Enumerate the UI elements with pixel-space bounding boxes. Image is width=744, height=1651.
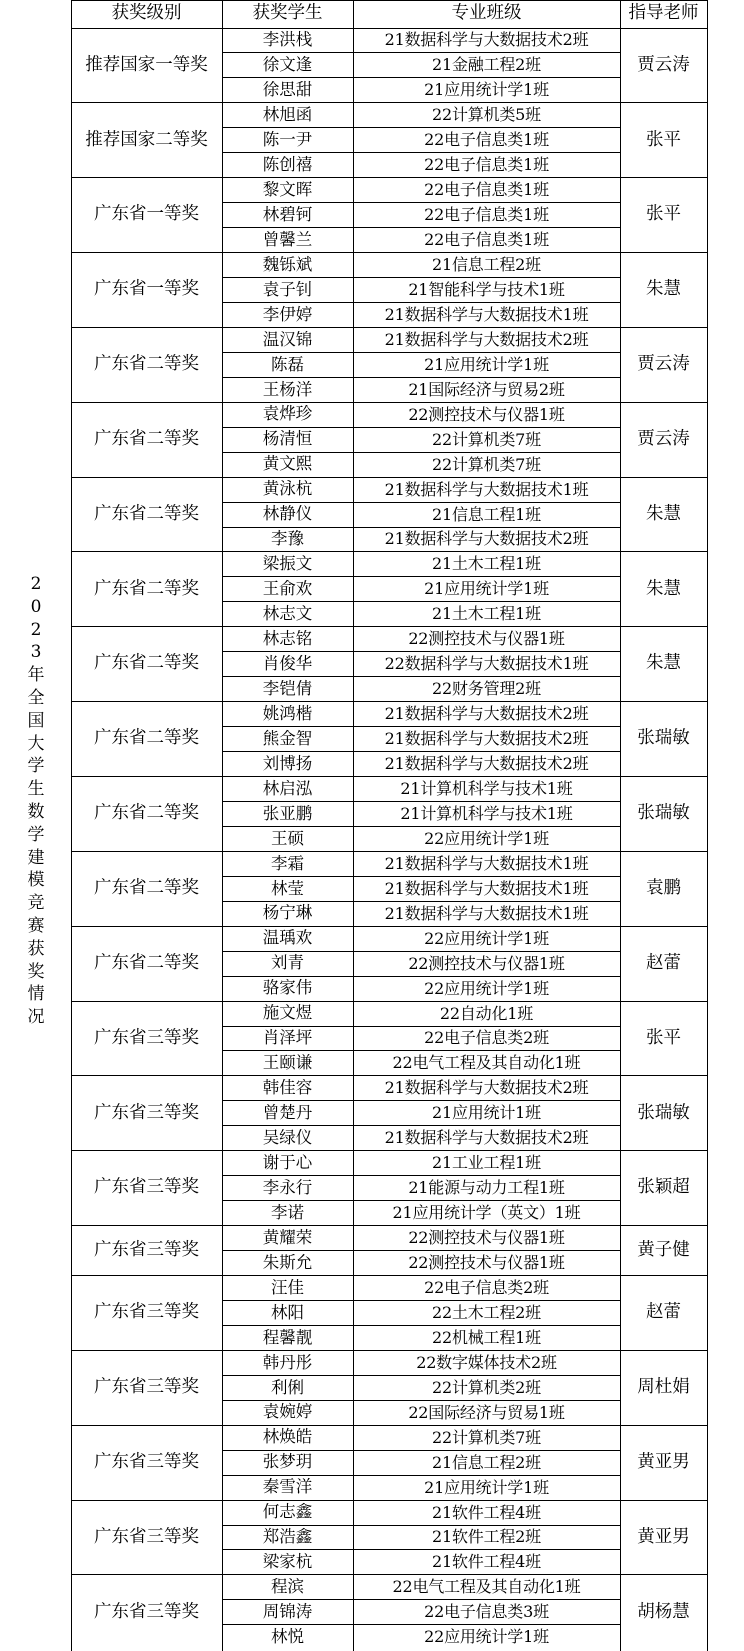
grid-line-h xyxy=(71,1225,707,1226)
student-class: 22测控技术与仪器1班 xyxy=(408,1253,565,1273)
side-title-char: 学 xyxy=(27,824,45,845)
student-class: 22测控技术与仪器1班 xyxy=(408,404,565,424)
student-name: 秦雪洋 xyxy=(262,1477,313,1497)
student-class: 21应用统计学1班 xyxy=(424,354,549,374)
student-class: 22计算机类2班 xyxy=(432,1377,541,1397)
student-class: 22电子信息类1班 xyxy=(424,230,549,250)
student-name: 熊金智 xyxy=(262,728,313,748)
award-level: 广东省二等奖 xyxy=(94,803,199,824)
student-name: 吴绿仪 xyxy=(262,1128,313,1148)
side-title-char: 况 xyxy=(27,1007,45,1028)
student-class: 22应用统计学1班 xyxy=(424,828,549,848)
student-name: 陈磊 xyxy=(271,354,304,374)
student-name: 陈一尹 xyxy=(262,130,313,150)
student-class: 21数据科学与大数据技术1班 xyxy=(384,878,589,898)
student-class: 21应用统计学1班 xyxy=(424,579,549,599)
student-class: 22计算机类5班 xyxy=(432,105,541,125)
award-level: 广东省三等奖 xyxy=(94,1601,199,1622)
student-name: 林碧钶 xyxy=(262,204,313,224)
award-level: 广东省三等奖 xyxy=(94,1102,199,1123)
student-name: 温瑀欢 xyxy=(262,928,313,948)
student-name: 施文煜 xyxy=(262,1003,313,1023)
teacher-name: 朱慧 xyxy=(646,503,681,524)
side-title-char: 数 xyxy=(27,801,45,822)
teacher-name: 张颖超 xyxy=(637,1177,690,1198)
side-title-char: 3 xyxy=(30,642,42,663)
student-class: 22土木工程2班 xyxy=(432,1302,541,1322)
student-name: 王颐谦 xyxy=(262,1053,313,1073)
award-level: 广东省三等奖 xyxy=(94,1177,199,1198)
teacher-name: 贾云涛 xyxy=(637,54,690,75)
student-class: 22电子信息类1班 xyxy=(424,180,549,200)
student-name: 黎文晖 xyxy=(262,179,313,199)
grid-line-h xyxy=(71,551,707,552)
side-title-char: 年 xyxy=(27,665,45,686)
student-name: 陈创禧 xyxy=(262,154,313,174)
student-class: 21应用统计学1班 xyxy=(424,1477,549,1497)
teacher-name: 朱慧 xyxy=(646,279,681,300)
student-name: 王硕 xyxy=(271,828,304,848)
grid-line-h xyxy=(71,1350,707,1351)
grid-line-h xyxy=(71,1275,707,1276)
side-title-char: 学 xyxy=(27,756,45,777)
student-name: 骆家伟 xyxy=(262,978,313,998)
header-student: 获奖学生 xyxy=(252,3,323,24)
header-teacher: 指导老师 xyxy=(628,3,699,24)
grid-line-v xyxy=(620,0,621,1651)
student-class: 21数据科学与大数据技术1班 xyxy=(384,479,589,499)
student-class: 21软件工程2班 xyxy=(432,1527,541,1547)
grid-line-h xyxy=(71,626,707,627)
student-class: 22应用统计学1班 xyxy=(424,1627,549,1647)
student-class: 22数字媒体技术2班 xyxy=(416,1352,557,1372)
award-level: 广东省一等奖 xyxy=(94,279,199,300)
teacher-name: 贾云涛 xyxy=(637,354,690,375)
student-name: 梁振文 xyxy=(262,554,313,574)
student-name: 黄文熙 xyxy=(262,454,313,474)
student-class: 22国际经济与贸易1班 xyxy=(408,1402,565,1422)
student-class: 21数据科学与大数据技术2班 xyxy=(384,704,589,724)
student-name: 李豫 xyxy=(271,529,304,549)
side-title-char: 大 xyxy=(27,733,45,754)
award-level: 推荐国家一等奖 xyxy=(85,54,208,75)
student-class: 21工业工程1班 xyxy=(432,1153,541,1173)
award-level: 广东省三等奖 xyxy=(94,1239,199,1260)
student-name: 李霜 xyxy=(271,853,304,873)
student-name: 何志鑫 xyxy=(262,1502,313,1522)
student-name: 汪佳 xyxy=(271,1277,304,1297)
grid-line-v xyxy=(71,0,72,1651)
student-class: 22电子信息类1班 xyxy=(424,155,549,175)
student-class: 21信息工程2班 xyxy=(432,255,541,275)
award-level: 广东省三等奖 xyxy=(94,1302,199,1323)
student-name: 杨清恒 xyxy=(262,429,313,449)
student-name: 温汉锦 xyxy=(262,329,313,349)
student-class: 21数据科学与大数据技术2班 xyxy=(384,729,589,749)
student-class: 22测控技术与仪器1班 xyxy=(408,953,565,973)
student-name: 梁家杭 xyxy=(262,1552,313,1572)
student-class: 22电气工程及其自动化1班 xyxy=(392,1577,581,1597)
teacher-name: 赵蕾 xyxy=(646,952,681,973)
teacher-name: 周杜娟 xyxy=(637,1377,690,1398)
student-class: 22应用统计学1班 xyxy=(424,978,549,998)
student-name: 林焕皓 xyxy=(262,1427,313,1447)
teacher-name: 张瑞敏 xyxy=(637,803,690,824)
student-name: 林志文 xyxy=(262,604,313,624)
student-class: 21应用统计学（英文）1班 xyxy=(392,1203,581,1223)
student-class: 22计算机类7班 xyxy=(432,429,541,449)
award-level: 广东省三等奖 xyxy=(94,1526,199,1547)
student-class: 22自动化1班 xyxy=(439,1003,534,1023)
award-level: 广东省三等奖 xyxy=(94,1451,199,1472)
teacher-name: 赵蕾 xyxy=(646,1302,681,1323)
student-name: 李伊婷 xyxy=(262,304,313,324)
teacher-name: 张平 xyxy=(646,1027,681,1048)
side-title-char: 生 xyxy=(27,779,45,800)
student-name: 王俞欢 xyxy=(262,579,313,599)
student-name: 李洪栈 xyxy=(262,30,313,50)
side-title-char: 赛 xyxy=(27,915,45,936)
student-class: 21数据科学与大数据技术2班 xyxy=(384,529,589,549)
student-class: 21数据科学与大数据技术2班 xyxy=(384,30,589,50)
student-name: 徐文逢 xyxy=(262,55,313,75)
student-name: 张亚鹏 xyxy=(262,803,313,823)
student-name: 刘博扬 xyxy=(262,753,313,773)
side-title-char: 2 xyxy=(30,619,42,640)
student-class: 21数据科学与大数据技术1班 xyxy=(384,853,589,873)
student-name: 程馨靓 xyxy=(262,1327,313,1347)
student-class: 22测控技术与仪器1班 xyxy=(408,1228,565,1248)
student-class: 21信息工程2班 xyxy=(432,1452,541,1472)
teacher-name: 朱慧 xyxy=(646,578,681,599)
student-name: 黄泳杭 xyxy=(262,479,313,499)
grid-line-h xyxy=(71,327,707,328)
teacher-name: 胡杨慧 xyxy=(637,1601,690,1622)
grid-line-h xyxy=(71,402,707,403)
grid-line-h xyxy=(71,477,707,478)
teacher-name: 黄亚男 xyxy=(637,1451,690,1472)
grid-line-h xyxy=(71,851,707,852)
student-class: 22计算机类7班 xyxy=(432,1427,541,1447)
student-name: 朱斯允 xyxy=(262,1252,313,1272)
grid-line-v xyxy=(222,0,223,1651)
side-title-char: 竞 xyxy=(27,893,45,914)
award-level: 广东省一等奖 xyxy=(94,204,199,225)
teacher-name: 黄子健 xyxy=(637,1239,690,1260)
side-title-char: 国 xyxy=(27,710,45,731)
teacher-name: 朱慧 xyxy=(646,653,681,674)
side-title-char: 情 xyxy=(27,984,45,1005)
student-name: 林启泓 xyxy=(262,778,313,798)
student-class: 21国际经济与贸易2班 xyxy=(408,379,565,399)
student-name: 周锦涛 xyxy=(262,1602,313,1622)
grid-line-h xyxy=(71,1500,707,1501)
teacher-name: 张瑞敏 xyxy=(637,728,690,749)
student-class: 21数据科学与大数据技术2班 xyxy=(384,1128,589,1148)
student-name: 姚鸿楷 xyxy=(262,703,313,723)
side-title-char: 0 xyxy=(30,596,42,617)
grid-line-h xyxy=(71,926,707,927)
student-name: 王杨洋 xyxy=(262,379,313,399)
teacher-name: 张瑞敏 xyxy=(637,1102,690,1123)
award-level: 广东省二等奖 xyxy=(94,503,199,524)
award-level: 广东省三等奖 xyxy=(94,1027,199,1048)
side-title-char: 建 xyxy=(27,847,45,868)
grid-line-h xyxy=(71,776,707,777)
grid-line-h xyxy=(71,28,707,29)
student-name: 林莹 xyxy=(271,878,304,898)
student-name: 李诺 xyxy=(271,1202,304,1222)
student-class: 22电子信息类2班 xyxy=(424,1277,549,1297)
student-name: 谢于心 xyxy=(262,1152,313,1172)
student-name: 利俐 xyxy=(271,1377,304,1397)
student-class: 21数据科学与大数据技术2班 xyxy=(384,329,589,349)
student-class: 22电子信息类1班 xyxy=(424,205,549,225)
header-class: 专业班级 xyxy=(451,3,522,24)
student-class: 22数据科学与大数据技术1班 xyxy=(384,654,589,674)
grid-line-h xyxy=(71,0,707,1)
teacher-name: 张平 xyxy=(646,204,681,225)
student-name: 魏铄斌 xyxy=(262,254,313,274)
student-class: 21软件工程4班 xyxy=(432,1552,541,1572)
grid-line-h xyxy=(71,1001,707,1002)
student-name: 袁烨珍 xyxy=(262,404,313,424)
teacher-name: 贾云涛 xyxy=(637,428,690,449)
student-name: 黄耀荣 xyxy=(262,1227,313,1247)
student-class: 22机械工程1班 xyxy=(432,1327,541,1347)
award-level: 广东省二等奖 xyxy=(94,578,199,599)
grid-line-h xyxy=(71,1150,707,1151)
student-class: 21数据科学与大数据技术2班 xyxy=(384,754,589,774)
student-name: 杨宁琳 xyxy=(262,903,313,923)
side-title xyxy=(20,573,52,1029)
student-name: 李铠倩 xyxy=(262,678,313,698)
student-class: 22电子信息类2班 xyxy=(424,1028,549,1048)
grid-line-v xyxy=(707,0,708,1651)
student-class: 21软件工程4班 xyxy=(432,1502,541,1522)
student-name: 林阳 xyxy=(271,1302,304,1322)
grid-line-h xyxy=(71,1075,707,1076)
student-name: 程滨 xyxy=(271,1577,304,1597)
header-award-level: 获奖级别 xyxy=(111,3,182,24)
student-class: 21数据科学与大数据技术2班 xyxy=(384,1078,589,1098)
student-name: 肖泽坪 xyxy=(262,1028,313,1048)
student-name: 林静仪 xyxy=(262,504,313,524)
student-class: 22电子信息类1班 xyxy=(424,130,549,150)
side-title-char: 奖 xyxy=(27,961,45,982)
student-name: 袁婉婷 xyxy=(262,1402,313,1422)
side-title-char: 模 xyxy=(27,870,45,891)
student-class: 21土木工程1班 xyxy=(432,554,541,574)
award-level: 广东省二等奖 xyxy=(94,653,199,674)
student-class: 21土木工程1班 xyxy=(432,604,541,624)
student-class: 21应用统计学1班 xyxy=(424,80,549,100)
student-name: 曾楚丹 xyxy=(262,1103,313,1123)
student-class: 22财务管理2班 xyxy=(432,679,541,699)
student-name: 袁子钊 xyxy=(262,279,313,299)
student-class: 22电子信息类3班 xyxy=(424,1602,549,1622)
student-name: 林志铭 xyxy=(262,629,313,649)
award-level: 广东省二等奖 xyxy=(94,952,199,973)
student-name: 郑浩鑫 xyxy=(262,1527,313,1547)
grid-line-h xyxy=(71,252,707,253)
award-level: 广东省二等奖 xyxy=(94,428,199,449)
student-class: 21数据科学与大数据技术1班 xyxy=(384,903,589,923)
student-class: 22计算机类7班 xyxy=(432,454,541,474)
award-level: 广东省二等奖 xyxy=(94,354,199,375)
grid-line-h xyxy=(71,1574,707,1575)
student-name: 曾馨兰 xyxy=(262,229,313,249)
student-class: 21智能科学与技术1班 xyxy=(408,279,565,299)
teacher-name: 黄亚男 xyxy=(637,1526,690,1547)
student-class: 21能源与动力工程1班 xyxy=(408,1178,565,1198)
student-class: 21信息工程1班 xyxy=(432,504,541,524)
award-level: 广东省三等奖 xyxy=(94,1377,199,1398)
student-class: 21计算机科学与技术1班 xyxy=(400,778,573,798)
grid-line-h xyxy=(71,1425,707,1426)
student-name: 韩佳容 xyxy=(262,1078,313,1098)
student-class: 22应用统计学1班 xyxy=(424,928,549,948)
side-title-char: 获 xyxy=(27,938,45,959)
student-name: 韩丹彤 xyxy=(262,1352,313,1372)
teacher-name: 张平 xyxy=(646,129,681,150)
teacher-name: 袁鹏 xyxy=(646,878,681,899)
student-name: 林悦 xyxy=(271,1627,304,1647)
student-class: 21计算机科学与技术1班 xyxy=(400,803,573,823)
student-name: 刘青 xyxy=(271,953,304,973)
grid-line-h xyxy=(71,701,707,702)
student-name: 肖俊华 xyxy=(262,653,313,673)
grid-line-v xyxy=(353,0,354,1651)
award-level: 广东省二等奖 xyxy=(94,878,199,899)
student-class: 22测控技术与仪器1班 xyxy=(408,629,565,649)
side-title-char: 2 xyxy=(30,574,42,594)
student-name: 李永行 xyxy=(262,1177,313,1197)
student-name: 徐思甜 xyxy=(262,80,313,100)
student-name: 张梦玥 xyxy=(262,1452,313,1472)
award-level: 广东省二等奖 xyxy=(94,728,199,749)
student-class: 22电气工程及其自动化1班 xyxy=(392,1053,581,1073)
student-name: 林旭函 xyxy=(262,105,313,125)
student-class: 21应用统计1班 xyxy=(432,1103,541,1123)
side-title-char: 全 xyxy=(27,687,45,708)
award-level: 推荐国家二等奖 xyxy=(85,129,208,150)
student-class: 21金融工程2班 xyxy=(432,55,541,75)
grid-line-h xyxy=(71,177,707,178)
student-class: 21数据科学与大数据技术1班 xyxy=(384,304,589,324)
grid-line-h xyxy=(71,102,707,103)
